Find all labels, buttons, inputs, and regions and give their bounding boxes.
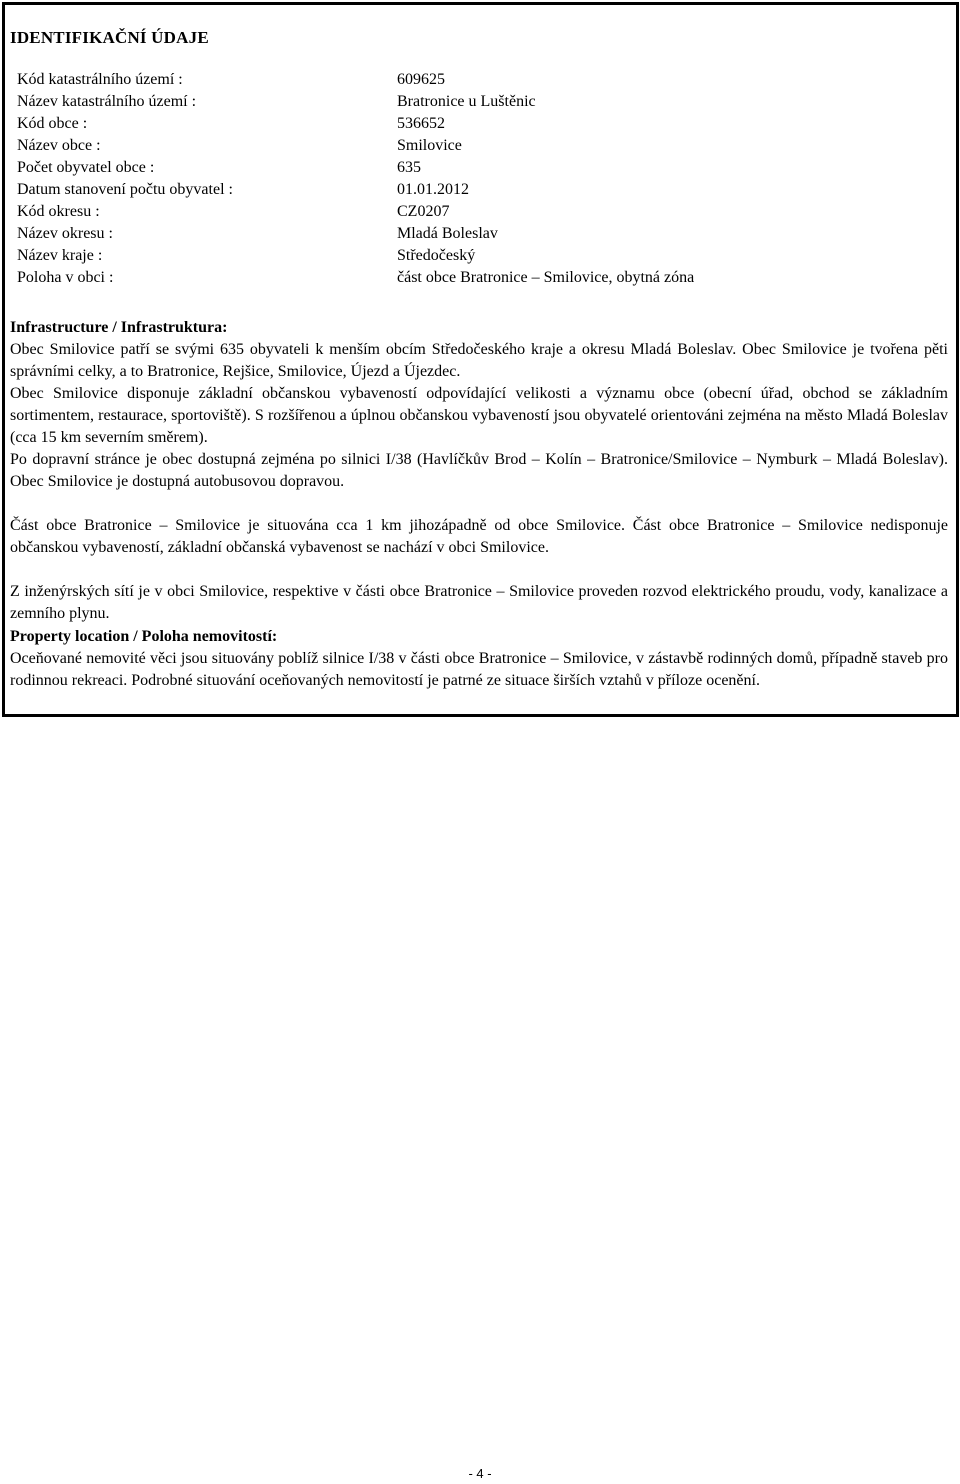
row-label: Název kraje : [17, 247, 103, 264]
row-label: Poloha v obci : [17, 269, 114, 286]
row-label: Název obce : [17, 137, 101, 154]
infrastructure-paragraph: Obec Smilovice patří se svými 635 obyvateli k menším obcím Středočeského kraje a okresu Mladá Boleslav. Obec Smilovice je tvořena pěti správními celky, a to Bratronice, Rejšice, Smilovice, Újezd a Újezdec. [10, 341, 948, 380]
infrastructure-paragraph: Obec Smilovice disponuje základní občanskou vybaveností odpovídající velikosti a významu obce (obecní úřad, obchod se základním sortimentem, restaurace, sportoviště). S rozšířenou a úplnou občanskou vybaveností jsou obyvatelé orientováni zejména na město Mladá Boleslav (cca 15 km severním směrem). [10, 385, 948, 446]
row-label: Počet obyvatel obce : [17, 159, 155, 176]
infrastructure-paragraph: Po dopravní stránce je obec dostupná zejména po silnici I/38 (Havlíčkův Brod – Kolín – Bratronice/Smilovice – Nymburk – Mladá Boleslav). Obec Smilovice je dostupná autobusovou dopravou. [10, 451, 948, 490]
row-value: Středočeský [397, 247, 476, 264]
infrastructure-section [10, 317, 948, 625]
row-value: 609625 [397, 71, 445, 88]
infrastructure-paragraph: Část obce Bratronice – Smilovice je situována cca 1 km jihozápadně od obce Smilovice. Část obce Bratronice – Smilovice nedisponuje občanskou vybaveností, základní občanská vybavenost se nachází v obci Smilovice. [10, 517, 948, 556]
infrastructure-title: Infrastructure / Infrastruktura: [10, 319, 228, 336]
row-value: Smilovice [397, 137, 462, 154]
row-label: Název okresu : [17, 225, 113, 242]
row-value: Mladá Boleslav [397, 225, 498, 242]
row-label: Kód obce : [17, 115, 88, 132]
row-label: Kód katastrálního území : [17, 71, 183, 88]
row-label: Kód okresu : [17, 203, 100, 220]
row-label: Název katastrálního území : [17, 93, 197, 110]
row-label: Datum stanovení počtu obyvatel : [17, 181, 233, 198]
infrastructure-paragraph: Z inženýrských sítí je v obci Smilovice, respektive v části obce Bratronice – Smilovice proveden rozvod elektrického proudu, vody, kanalizace a zemního plynu. [10, 583, 948, 622]
property-section [10, 626, 948, 692]
row-value: 536652 [397, 115, 445, 132]
row-value: 01.01.2012 [397, 181, 469, 198]
property-title: Property location / Poloha nemovitostí: [10, 628, 278, 645]
section-heading: IDENTIFIKAČNÍ ÚDAJE [10, 28, 209, 47]
row-value: CZ0207 [397, 203, 450, 220]
row-value: Bratronice u Luštěnic [397, 93, 536, 110]
row-value: 635 [397, 159, 421, 176]
page-number: - 4 - [468, 1466, 492, 1481]
property-paragraph: Oceňované nemovité věci jsou situovány poblíž silnice I/38 v části obce Bratronice – Smilovice, v zástavbě rodinných domů, případně staveb pro rodinnou rekreaci. Podrobné situování oceňovaných nemovitostí je patrné ze situace širších vztahů v příloze ocenění. [10, 650, 948, 689]
row-value: část obce Bratronice – Smilovice, obytná zóna [397, 269, 695, 286]
